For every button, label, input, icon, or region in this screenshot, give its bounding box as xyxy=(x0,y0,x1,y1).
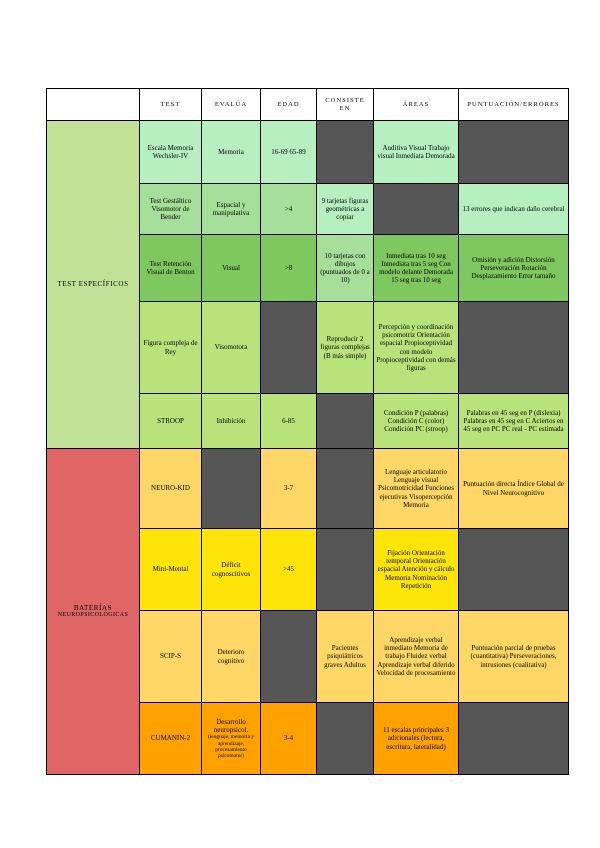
cell-empty xyxy=(317,529,374,611)
cell-puntuacion: 13 errores que indican daño cerebral xyxy=(459,184,569,235)
cell-test: NEURO-KID xyxy=(140,449,202,529)
cell-areas: Fijación Orientación temporal Orientación espacial Atención y cálculo Memoria Nominación Repetición xyxy=(374,529,459,611)
group-baterias xyxy=(47,449,140,775)
cell-test: Test Retención Visual de Benton xyxy=(140,235,202,302)
cell-empty xyxy=(261,302,317,394)
cell-areas: Lenguaje articulatorio Lenguaje visual Psicomotricidad Funciones ejecutivas Visopercepción Memoria xyxy=(374,449,459,529)
cell-puntuacion: Puntuación directa Índice Global de Nivel Neurocognitivo xyxy=(459,449,569,529)
cell-consiste: Reproducir 2 figuras complejas (B más simple) xyxy=(317,302,374,394)
cell-areas: 11 escalas principales 3 adicionales (lectura, escritura, lateralidad) xyxy=(374,703,459,775)
cell-test: Test Gestáltico Visomotor de Bender xyxy=(140,184,202,235)
cell-puntuacion: Palabras en 45 seg en P (dislexia) Palabras en 45 seg en C Aciertos en 45 seg en PC PC real - PC estimada xyxy=(459,394,569,449)
header-edad: EDAD xyxy=(261,89,317,121)
cell-evalua: Espacial y manipulativa xyxy=(202,184,261,235)
cell-test: Escala Memoria Wechsler-IV xyxy=(140,121,202,184)
cell-areas: Auditiva Visual Trabajo visual Inmediata Demorada xyxy=(374,121,459,184)
cell-evalua: Inhibición xyxy=(202,394,261,449)
header-row xyxy=(47,89,569,121)
cell-evalua-main: Desarrollo neuropsicol. xyxy=(213,717,249,735)
header-evalua: EVALÚA xyxy=(202,89,261,121)
cell-empty xyxy=(261,611,317,703)
cell-edad: >4 xyxy=(261,184,317,235)
table-row xyxy=(47,449,569,529)
cell-areas: Inmediata tras 10 seg Inmediata tras 5 seg Con modelo delante Demorada 15 seg tras 10 seg xyxy=(374,235,459,302)
cell-empty xyxy=(459,529,569,611)
cell-evalua: Déficit cognoscitivos xyxy=(202,529,261,611)
cell-puntuacion: Puntuación parcial de pruebas (cuantitativa) Perseveraciones, intrusiones (cualitativa) xyxy=(459,611,569,703)
cell-evalua: Visomotora xyxy=(202,302,261,394)
cell-evalua: Visual xyxy=(202,235,261,302)
cell-evalua-detail: (lenguaje, memoria y aprendizaje, procesamiento psicomotor) xyxy=(208,734,254,759)
cell-edad: >45 xyxy=(261,529,317,611)
header-test: TEST xyxy=(140,89,202,121)
cell-consiste: Pacientes psiquiátricos graves Adultos xyxy=(317,611,374,703)
header-blank xyxy=(47,89,140,121)
cell-areas: Condición P (palabras) Condición C (color) Condición PC (stroop) xyxy=(374,394,459,449)
group-test-especificos xyxy=(47,121,140,449)
cell-puntuacion: Omisión y adición Distorsión Perseveración Rotación Desplazamiento Error tamaño xyxy=(459,235,569,302)
header-areas: ÁREAS xyxy=(374,89,459,121)
group-label: TEST ESPECÍFICOS xyxy=(57,280,129,289)
cell-areas: Aprendizaje verbal inmediato Memoria de trabajo Fluidez verbal Aprendizaje verbal diferido Velocidad de procesamiento xyxy=(374,611,459,703)
cell-empty xyxy=(374,184,459,235)
cell-test: Mini-Mental xyxy=(140,529,202,611)
cell-empty xyxy=(317,121,374,184)
neuropsych-tests-table xyxy=(46,88,569,775)
cell-test: Figura compleja de Rey xyxy=(140,302,202,394)
cell-areas: Percepción y coordinación psicomotriz Orientación espacial Propioceptividad con modelo Propioceptividad con demás figuras xyxy=(374,302,459,394)
group-sublabel: NEUROPSICOLÓGICAS xyxy=(57,612,129,619)
cell-empty xyxy=(459,121,569,184)
cell-empty xyxy=(317,449,374,529)
cell-edad: 3-4 xyxy=(261,703,317,775)
cell-consiste: 10 tarjetas con dibujos (puntuados de 0 a 10) xyxy=(317,235,374,302)
cell-empty xyxy=(459,703,569,775)
table-row xyxy=(47,121,569,184)
cell-edad: 16-69 65-89 xyxy=(261,121,317,184)
header-consiste: CONSISTE EN xyxy=(317,89,374,121)
group-label: BATERÍAS xyxy=(73,603,113,612)
cell-evalua xyxy=(202,703,261,775)
cell-empty xyxy=(317,703,374,775)
cell-test: SCIP-S xyxy=(140,611,202,703)
cell-evalua: Deterioro cognitivo xyxy=(202,611,261,703)
cell-edad: 3-7 xyxy=(261,449,317,529)
cell-evalua: Memoria xyxy=(202,121,261,184)
cell-empty xyxy=(202,449,261,529)
header-puntuacion: PUNTUACIÓN/ERRORES xyxy=(459,89,569,121)
cell-edad: >8 xyxy=(261,235,317,302)
cell-test: STROOP xyxy=(140,394,202,449)
cell-empty xyxy=(317,394,374,449)
cell-edad: 6-85 xyxy=(261,394,317,449)
cell-consiste: 9 tarjetas figuras geométricas a copiar xyxy=(317,184,374,235)
cell-empty xyxy=(459,302,569,394)
cell-test: CUMANIN-2 xyxy=(140,703,202,775)
